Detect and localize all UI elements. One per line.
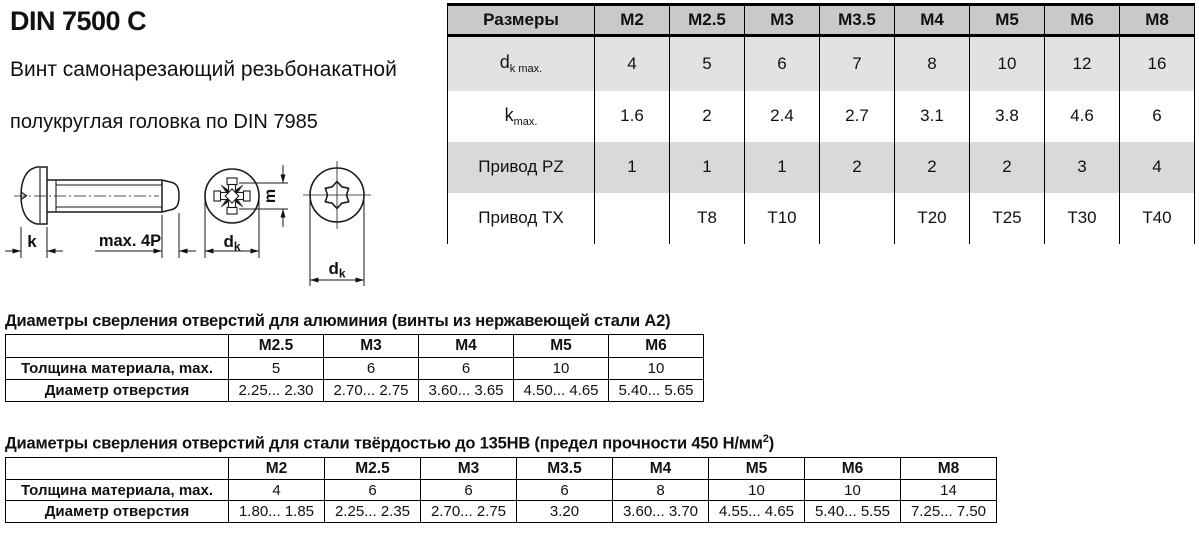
steel-title-superscript: 2 — [762, 433, 769, 445]
steel-row-hole-diameter — [6, 501, 997, 523]
steel-cell: 3.20 — [517, 501, 613, 523]
alu-header-row — [6, 335, 704, 358]
steel-cell: 14 — [901, 480, 997, 501]
dim-label-max-4p: max. 4P — [98, 232, 162, 250]
steel-cell: 3.60... 3.70 — [613, 501, 709, 523]
steel-col-header-m6: M6 — [805, 458, 901, 480]
steel-cell: 10 — [709, 480, 805, 501]
col-header-m2_5: M2.5 — [670, 5, 745, 36]
steel-col-header-m2: M2 — [229, 458, 325, 480]
cell-k-m2_5: 2 — [670, 91, 745, 142]
arrowhead — [251, 249, 260, 254]
cell-pz-m3_5: 2 — [820, 142, 895, 193]
steel-cell: 6 — [421, 480, 517, 501]
cell-pz-m5: 2 — [970, 142, 1045, 193]
cell-tx-m3_5 — [820, 193, 895, 244]
col-header-m3_5: M3.5 — [820, 5, 895, 36]
col-header-m8: M8 — [1120, 5, 1195, 36]
steel-cell: 8 — [613, 480, 709, 501]
alu-cell: 2.25... 2.30 — [229, 380, 324, 402]
alu-col-header-m3: M3 — [324, 335, 419, 358]
page-subtitle-type: Винт самонарезающий резьбонакатной — [10, 58, 397, 81]
col-header-m4: M4 — [895, 5, 970, 36]
steel-cell: 6 — [517, 480, 613, 501]
arrowhead — [310, 278, 319, 283]
dim-label-dk-pz: $d_k$ — [223, 232, 241, 254]
steel-cell: 6 — [325, 480, 421, 501]
dim-label-k: k — [27, 232, 37, 251]
alu-cell: 10 — [514, 358, 609, 380]
alu-row-label-thickness: Толщина материала, max. — [6, 358, 229, 380]
alu-col-header-m6: M6 — [609, 335, 704, 358]
col-header-m3: M3 — [745, 5, 820, 36]
row-label-drive-pz: Привод PZ — [448, 142, 595, 193]
row-label-dk-max — [448, 36, 595, 91]
dimensions-table — [447, 3, 1195, 244]
arrowhead — [179, 249, 188, 254]
alu-cell: 10 — [609, 358, 704, 380]
label-subscript: k max. — [509, 63, 543, 76]
dimensions-header-row — [448, 5, 1195, 36]
pz-recess-view — [205, 169, 259, 223]
alu-cell: 4.50... 4.65 — [514, 380, 609, 402]
alu-drilling-table — [5, 334, 704, 402]
cell-dk-m6: 12 — [1045, 36, 1120, 91]
cell-tx-m3: T10 — [745, 193, 820, 244]
alu-col-header-m5: M5 — [514, 335, 609, 358]
cell-pz-m6: 3 — [1045, 142, 1120, 193]
cell-pz-m4: 2 — [895, 142, 970, 193]
cell-k-m5: 3.8 — [970, 91, 1045, 142]
alu-cell: 6 — [324, 358, 419, 380]
row-label-k-max — [448, 91, 595, 142]
cell-tx-m8: T40 — [1120, 193, 1195, 244]
steel-col-header-m8: M8 — [901, 458, 997, 480]
col-header-m6: M6 — [1045, 5, 1120, 36]
steel-cell: 2.70... 2.75 — [421, 501, 517, 523]
row-label-drive-tx: Привод TX — [448, 193, 595, 244]
cell-dk-m5: 10 — [970, 36, 1045, 91]
cell-dk-m3: 6 — [745, 36, 820, 91]
cell-tx-m2_5: T8 — [670, 193, 745, 244]
steel-title-text: Диаметры сверления отверстий для стали твёрдостью до 135HB (предел прочности 450 Н/мм — [5, 434, 763, 453]
col-header-sizes: Размеры — [448, 5, 595, 36]
dim-label-dk-tx: $d_k$ — [328, 259, 346, 281]
cell-dk-m4: 8 — [895, 36, 970, 91]
col-header-m5: M5 — [970, 5, 1045, 36]
cell-tx-m4: T20 — [895, 193, 970, 244]
steel-cell: 5.40... 5.55 — [805, 501, 901, 523]
arrowhead — [205, 249, 214, 254]
steel-row-thickness — [6, 480, 997, 501]
alu-row-label-hole: Диаметр отверстия — [6, 380, 229, 402]
cell-pz-m3: 1 — [745, 142, 820, 193]
steel-cell: 1.80... 1.85 — [229, 501, 325, 523]
cell-tx-m5: T25 — [970, 193, 1045, 244]
cell-k-m6: 4.6 — [1045, 91, 1120, 142]
alu-cell: 2.70... 2.75 — [324, 380, 419, 402]
tx-recess-view — [303, 161, 371, 229]
steel-row-label-thickness: Толщина материала, max. — [6, 480, 229, 501]
steel-col-header-m4: M4 — [613, 458, 709, 480]
alu-col-header-blank — [6, 335, 229, 358]
row-drive-pz — [448, 142, 1195, 193]
steel-title-close-paren: ) — [768, 434, 774, 453]
cell-k-m3_5: 2.7 — [820, 91, 895, 142]
alu-col-header-m4: M4 — [419, 335, 514, 358]
steel-row-label-hole: Диаметр отверстия — [6, 501, 229, 523]
alu-row-hole-diameter — [6, 380, 704, 402]
alu-cell: 6 — [419, 358, 514, 380]
cell-pz-m2: 1 — [595, 142, 670, 193]
alu-cell: 3.60... 3.65 — [419, 380, 514, 402]
row-k-max — [448, 91, 1195, 142]
arrowhead — [281, 209, 286, 218]
arrowhead — [356, 278, 365, 283]
cell-dk-m2: 4 — [595, 36, 670, 91]
cell-k-m8: 6 — [1120, 91, 1195, 142]
label-base: d — [499, 52, 510, 73]
steel-cell: 10 — [805, 480, 901, 501]
page-subtitle-head: полукруглая головка по DIN 7985 — [10, 111, 318, 133]
cell-dk-m2_5: 5 — [670, 36, 745, 91]
steel-table-title — [5, 433, 774, 454]
cell-dk-m8: 16 — [1120, 36, 1195, 91]
steel-drilling-table — [5, 457, 997, 523]
alu-row-thickness — [6, 358, 704, 380]
cell-k-m2: 1.6 — [595, 91, 670, 142]
cell-k-m4: 3.1 — [895, 91, 970, 142]
dim-label-m: m — [262, 188, 279, 204]
arrowhead — [47, 249, 56, 254]
steel-cell: 7.25... 7.50 — [901, 501, 997, 523]
cell-pz-m2_5: 1 — [670, 142, 745, 193]
label-subscript: max. — [513, 115, 538, 128]
row-dk-max — [448, 36, 1195, 91]
screw-side-view — [21, 167, 179, 224]
steel-cell: 4.55... 4.65 — [709, 501, 805, 523]
col-header-m2: M2 — [595, 5, 670, 36]
alu-cell: 5 — [229, 358, 324, 380]
cell-k-m3: 2.4 — [745, 91, 820, 142]
steel-col-header-blank — [6, 458, 229, 480]
steel-cell: 4 — [229, 480, 325, 501]
arrowhead — [281, 175, 286, 184]
label-base: k — [504, 104, 514, 125]
row-drive-tx — [448, 193, 1195, 244]
cell-dk-m3_5: 7 — [820, 36, 895, 91]
steel-cell: 2.25... 2.35 — [325, 501, 421, 523]
cell-pz-m8: 4 — [1120, 142, 1195, 193]
alu-cell: 5.40... 5.65 — [609, 380, 704, 402]
alu-col-header-m2_5: M2.5 — [229, 335, 324, 358]
steel-header-row — [6, 458, 997, 480]
arrowhead — [13, 249, 22, 254]
cell-tx-m6: T30 — [1045, 193, 1120, 244]
steel-col-header-m5: M5 — [709, 458, 805, 480]
screw-technical-drawing — [2, 152, 432, 312]
steel-col-header-m3: M3 — [421, 458, 517, 480]
steel-col-header-m2_5: M2.5 — [325, 458, 421, 480]
alu-table-title: Диаметры сверления отверстий для алюминия (винты из нержавеющей стали А2) — [5, 312, 671, 330]
page-title: DIN 7500 C — [10, 6, 147, 36]
cell-tx-m2 — [595, 193, 670, 244]
steel-col-header-m3_5: M3.5 — [517, 458, 613, 480]
